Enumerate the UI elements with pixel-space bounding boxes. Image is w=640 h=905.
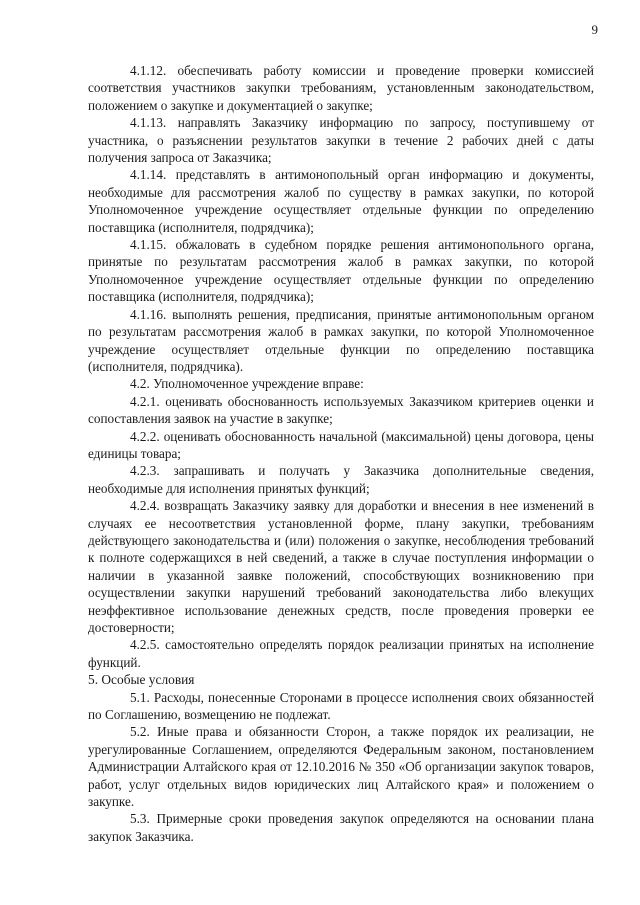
paragraph-5-3: 5.3. Примерные сроки проведения закупок определяются на основании плана закупок Заказчика. <box>88 811 594 844</box>
paragraph-4-2-4: 4.2.4. возвращать Заказчику заявку для доработки и внесения в нее изменений в случаях ее несоответствия установленной форме, плану закупки, требованиям действующего законодательства и (или) положения о закупке, несоблюдения требований к полноте содержащихся в ней сведений, а также в случае поступления информации о наличии в указанной заявке положений, способствующих возникновению при осуществлении закупки нарушений требований законодательства либо влекущих неэффективное использование денежных средств, после проведения проверки ее достоверности; <box>88 498 594 635</box>
paragraph-4-2-2: 4.2.2. оценивать обоснованность начальной (максимальной) цены договора, цены единицы товара; <box>88 428 594 461</box>
paragraph-5-2: 5.2. Иные права и обязанности Сторон, а также порядок их реализации, не урегулированные Соглашением, определяются Федеральным законом, постановлением Администрации Алтайского края от 12.10.2016 № 350 «Об организации закупок товаров, работ, услуг отдельных видов юридических лиц Алтайского края» и положением о закупке. <box>88 724 594 810</box>
section-heading: 5. Особые условия <box>88 672 195 688</box>
paragraph-4-1-15: 4.1.15. обжаловать в судебном порядке решения антимонопольного органа, принятые по результатам рассмотрения жалоб в рамках закупки, по которой Уполномоченное учреждение осуществляет отдельные функции по определению поставщика (исполнителя, подрядчика); <box>88 237 594 305</box>
paragraph-4-2-5: 4.2.5. самостоятельно определять порядок реализации принятых на исполнение функций. <box>88 637 594 670</box>
paragraph-4-1-14: 4.1.14. представлять в антимонопольный орган информацию и документы, необходимые для рассмотрения жалоб по существу в рамках закупки, по которой Уполномоченное учреждение осуществляет отдельные функции по определению поставщика (исполнителя, подрядчика); <box>88 167 594 235</box>
document-body <box>88 62 594 845</box>
page-number: 9 <box>591 22 598 37</box>
paragraph-4-2-1: 4.2.1. оценивать обоснованность используемых Заказчиком критериев оценки и сопоставления заявок на участие в закупке; <box>88 393 594 427</box>
paragraph-4-1-13: 4.1.13. направлять Заказчику информацию по запросу, поступившему от участника, о разъяснении результатов закупки в течение 2 рабочих дней с даты получения запроса от Заказчика; <box>88 115 594 166</box>
paragraph-4-2-3: 4.2.3. запрашивать и получать у Заказчика дополнительные сведения, необходимые для исполнения принятых функций; <box>88 463 594 496</box>
paragraph-4-1-12: 4.1.12. обеспечивать работу комиссии и проведение проверки комиссией соответствия участников закупки требованиям, установленным законодательством, положением о закупке и документацией о закупке; <box>88 63 594 113</box>
paragraph-4-2: 4.2. Уполномоченное учреждение вправе: <box>130 376 364 392</box>
paragraph-4-1-16: 4.1.16. выполнять решения, предписания, принятые антимонопольным органом по результатам рассмотрения жалоб в рамках закупки, по которой Уполномоченное учреждение осуществляет отдельные функции по определению поставщика (исполнителя, подрядчика). <box>88 306 594 374</box>
paragraph-5-1: 5.1. Расходы, понесенные Сторонами в процессе исполнения своих обязанностей по Соглашению, возмещению не подлежат. <box>88 689 594 723</box>
